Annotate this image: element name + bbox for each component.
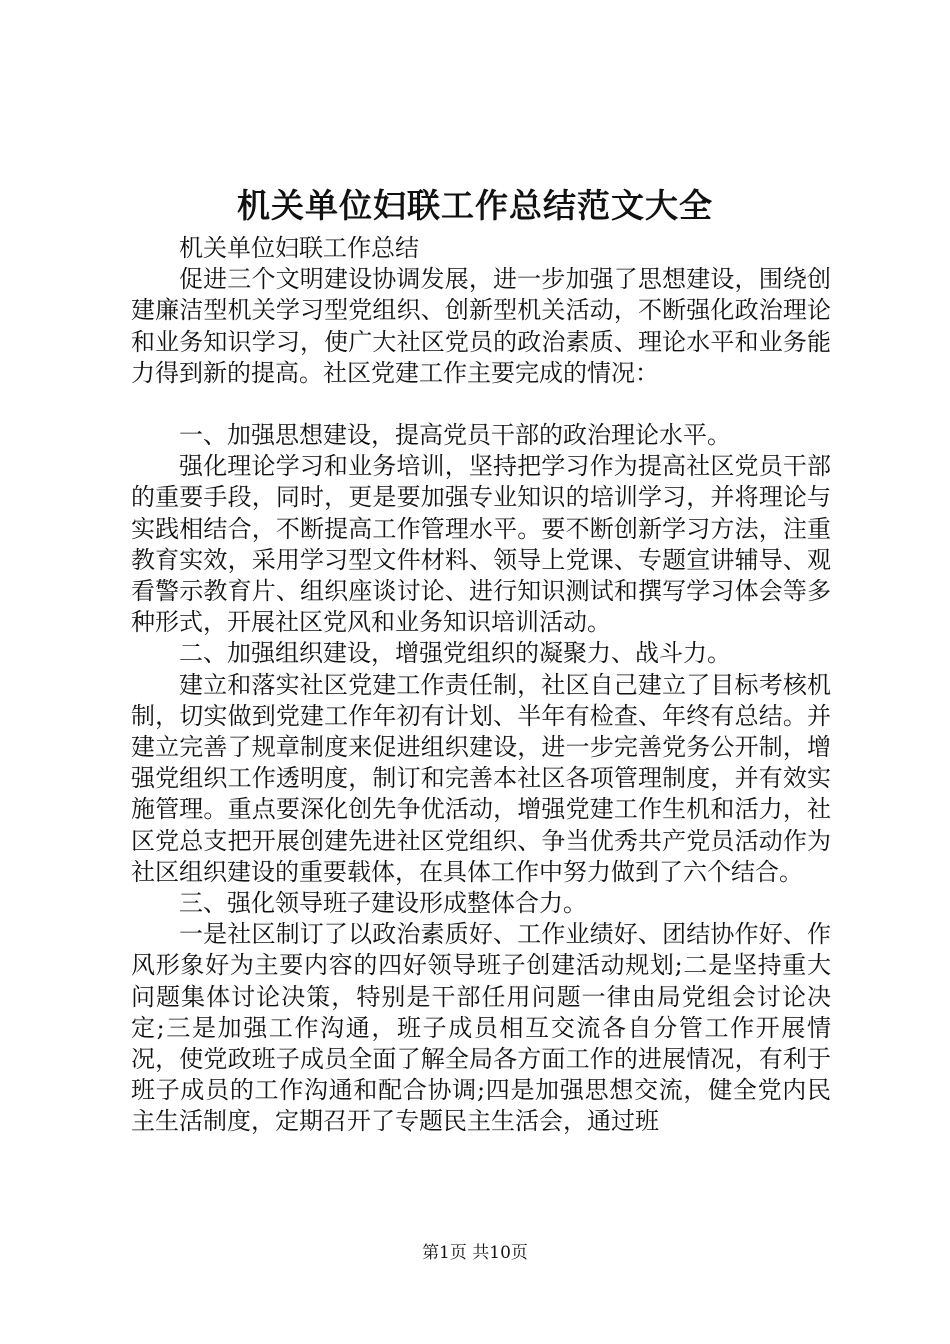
- page-number-footer: 第1页 共10页: [422, 1243, 528, 1263]
- section-heading-1: 一、加强思想建设，提高党员干部的政治理论水平。: [179, 421, 731, 450]
- paragraph-section-1: 强化理论学习和业务培训，坚持把学习作为提高社区党员干部的重要手段，同时，更是要加强专业知识的培训学习，并将理论与实践相结合，不断提高工作管理水平。要不断创新学习方法，注重教育实效，采用学习型文件材料、领导上党课、专题宣讲辅导、观看警示教育片、组织座谈讨论、进行知识测试和撰写学习体会等多种形式，开展社区党风和业务知识培训活动。: [131, 452, 831, 637]
- section-heading-2: 二、加强组织建设，增强党组织的凝聚力、战斗力。: [179, 639, 731, 668]
- section-heading-3: 三、强化领导班子建设形成整体合力。: [179, 889, 587, 918]
- document-title: 机关单位妇联工作总结范文大全: [237, 186, 713, 225]
- paragraph-intro: 促进三个文明建设协调发展，进一步加强了思想建设，围绕创建廉洁型机关学习型党组织、创新型机关活动，不断强化政治理论和业务知识学习，使广大社区党员的政治素质、理论水平和业务能力得到新的提高。社区党建工作主要完成的情况：: [131, 265, 831, 387]
- paragraph-section-2: 建立和落实社区党建工作责任制，社区自己建立了目标考核机制，切实做到党建工作年初有计划、半年有检查、年终有总结。并建立完善了规章制度来促进组织建设，进一步完善党务公开制，增强党组织工作透明度，制订和完善本社区各项管理制度，并有效实施管理。重点要深化创先争优活动，增强党建工作生机和活力，社区党总支把开展创建先进社区党组织、争当优秀共产党员活动作为社区组织建设的重要载体，在具体工作中努力做到了六个结合。: [131, 670, 831, 886]
- document-body: [131, 233, 831, 1138]
- paragraph-section-3: 一是社区制订了以政治素质好、工作业绩好、团结协作好、作风形象好为主要内容的四好领导班子创建活动规划;二是坚持重大问题集体讨论决策，特别是干部任用问题一律由局党组会讨论决定;三是加强工作沟通，班子成员相互交流各自分管工作开展情况，使党政班子成员全面了解全局各方面工作的进展情况，有利于班子成员的工作沟通和配合协调;四是加强思想交流，健全党内民主生活制度，定期召开了专题民主生活会，通过班: [131, 920, 831, 1136]
- paragraph-subtitle: 机关单位妇联工作总结: [179, 234, 419, 262]
